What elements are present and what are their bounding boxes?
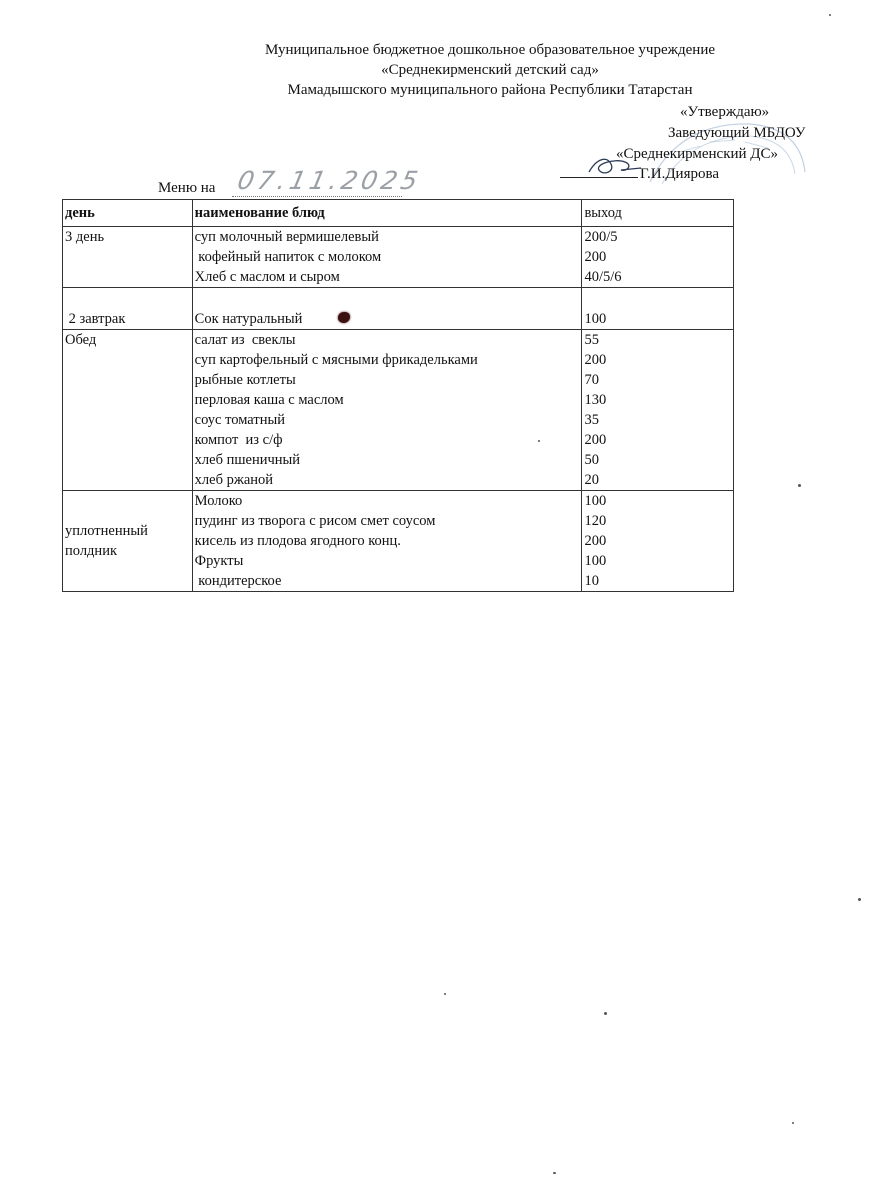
dish-item: Фрукты — [194, 553, 244, 569]
output-value: 130 — [584, 392, 607, 408]
output-value: 200 — [584, 249, 607, 265]
row-dishes — [192, 288, 582, 330]
row-day-lunch — [63, 330, 193, 491]
approval-position: Заведующий МБДОУ — [668, 125, 806, 141]
output-value: 70 — [584, 372, 599, 388]
output-value: 100 — [584, 493, 607, 509]
header-dish-text: наименование блюд — [194, 204, 325, 221]
day-label: 2 завтрак — [65, 311, 126, 327]
header-kindergarten-name: «Среднекирменский детский сад» — [381, 62, 599, 78]
handwritten-signature — [585, 150, 645, 180]
dish-item: суп картофельный с мясными фрикадельками — [194, 352, 478, 368]
row-day-second-breakfast — [63, 288, 193, 330]
menu-date-underline — [232, 196, 402, 197]
dish-item: кондитерское — [194, 573, 282, 589]
dish-item: Хлеб с маслом и сыром — [194, 269, 340, 285]
header-district-line: Мамадышского муниципального района Республики Татарстан — [287, 82, 693, 98]
scan-speck — [444, 993, 446, 995]
row-outputs — [582, 491, 734, 592]
dish-item: рыбные котлеты — [194, 372, 296, 388]
row-outputs — [582, 227, 734, 288]
approval-title: «Утверждаю» — [680, 104, 770, 120]
header-organization-line: Муниципальное бюджетное дошкольное образовательное учреждение — [265, 42, 715, 58]
dish-item: салат из свеклы — [194, 332, 296, 348]
dish-item: хлеб пшеничный — [194, 452, 301, 468]
output-value: 40/5/6 — [584, 269, 622, 285]
output-value: 35 — [584, 412, 599, 428]
scan-speck — [604, 1012, 607, 1015]
day-label-line: полдник — [65, 543, 117, 559]
document-header — [160, 40, 820, 100]
table-row — [63, 330, 734, 491]
output-value: 20 — [584, 472, 599, 488]
output-value: 50 — [584, 452, 599, 468]
row-dishes — [192, 227, 582, 288]
scan-speck — [829, 14, 831, 16]
dish-item: Молоко — [194, 493, 243, 509]
header-day-text: день — [65, 204, 95, 221]
menu-label: Меню на — [158, 180, 216, 196]
dish-item: суп молочный вермишелевый — [194, 229, 379, 245]
output-value: 120 — [584, 513, 607, 529]
output-value: 200 — [584, 533, 607, 549]
scan-speck — [553, 1172, 556, 1174]
row-dishes — [192, 491, 582, 592]
approval-organization: «Среднекирменский ДС» — [616, 146, 779, 162]
header-output — [582, 200, 734, 227]
menu-table — [62, 199, 734, 592]
day-label-line: уплотненный — [65, 523, 148, 539]
dish-item: соус томатный — [194, 412, 285, 428]
table-row — [63, 288, 734, 330]
scan-speck — [538, 440, 540, 442]
output-value: 55 — [584, 332, 599, 348]
output-value: 200 — [584, 432, 607, 448]
scan-speck — [798, 484, 801, 487]
table-header-row — [63, 200, 734, 227]
dish-item: перловая каша с маслом — [194, 392, 344, 408]
header-output-text: выход — [584, 204, 622, 221]
dish-item: компот из с/ф — [194, 432, 283, 448]
row-dishes — [192, 330, 582, 491]
table-row — [63, 491, 734, 592]
output-value: 10 — [584, 573, 599, 589]
dish-item: кофейный напиток с молоком — [194, 249, 382, 265]
row-outputs — [582, 288, 734, 330]
output-value: 200/5 — [584, 229, 618, 245]
scan-speck — [858, 898, 861, 901]
dish-item: кисель из плодова ягодного конц. — [194, 533, 401, 549]
header-day — [63, 200, 193, 227]
dish-item: Сок натуральный — [194, 311, 303, 327]
row-day-afternoon-snack — [63, 491, 193, 592]
menu-date: 07.11.2025 — [234, 166, 425, 195]
output-value: 100 — [584, 311, 607, 327]
output-value: 100 — [584, 553, 607, 569]
dish-item: пудинг из творога с рисом смет соусом — [194, 513, 436, 529]
output-value: 200 — [584, 352, 607, 368]
row-day-breakfast — [63, 227, 193, 288]
dish-item: хлеб ржаной — [194, 472, 274, 488]
scan-speck — [792, 1122, 794, 1124]
table-row — [63, 227, 734, 288]
day-label: 3 день — [65, 229, 105, 245]
approval-signer-name: Г.И.Диярова — [640, 166, 720, 182]
day-label: Обед — [65, 332, 97, 348]
header-dish — [192, 200, 582, 227]
row-outputs — [582, 330, 734, 491]
